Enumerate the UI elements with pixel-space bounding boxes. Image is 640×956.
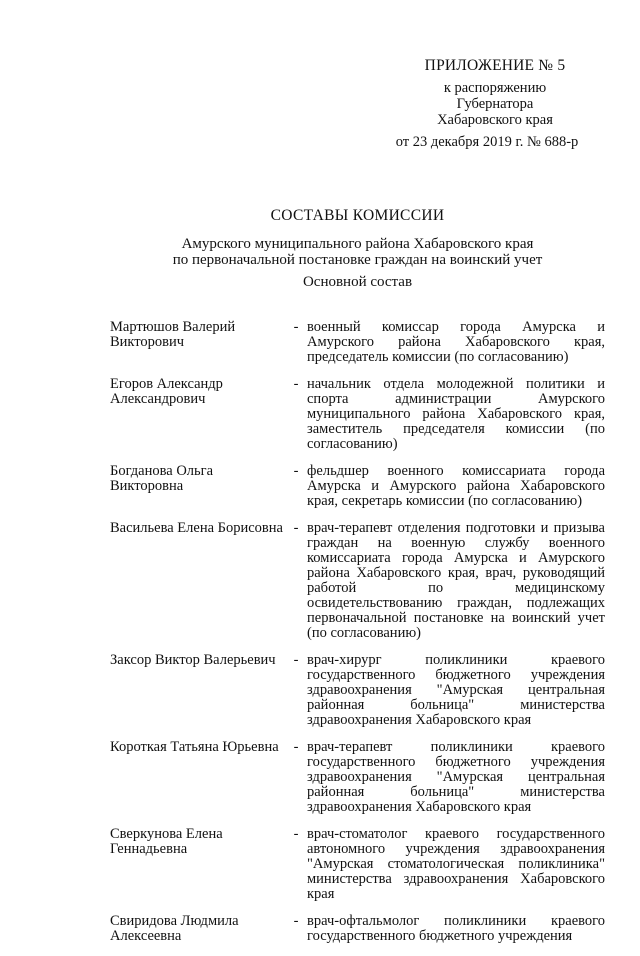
heading-line-2: по первоначальной постановке граждан на воинский учет xyxy=(172,252,543,268)
member-name: Заксор Виктор Валерьевич xyxy=(110,652,276,668)
member-dash: - xyxy=(293,520,299,536)
member-role: начальник отдела молодежной политики и спорта администрации Амурского муниципального района Хабаровского края, заместитель председателя комиссии (по согласованию) xyxy=(307,376,605,452)
appendix-block xyxy=(380,58,610,150)
member-dash: - xyxy=(293,739,299,755)
appendix-line-3: Хабаровского края xyxy=(437,112,553,128)
member-name: Егоров Александр Александрович xyxy=(110,376,223,407)
member-row xyxy=(110,320,605,365)
section-title: Основной состав xyxy=(302,274,413,290)
appendix-title: ПРИЛОЖЕНИЕ № 5 xyxy=(424,57,566,74)
member-role: врач-стоматолог краевого государственного автономного учреждения здравоохранения "Амурская стоматологическая поликлиника" министерства здравоохранения Хабаровского края xyxy=(307,826,605,902)
member-name: Короткая Татьяна Юрьевна xyxy=(110,739,279,755)
member-name: Свиридова Людмила Алексеевна xyxy=(110,913,239,944)
document-heading xyxy=(110,208,605,268)
member-dash: - xyxy=(293,913,299,929)
member-row xyxy=(110,827,605,902)
appendix-line-1: к распоряжению xyxy=(443,80,547,96)
member-row xyxy=(110,914,605,944)
member-name: Сверкунова Елена Геннадьевна xyxy=(110,826,223,857)
member-dash: - xyxy=(293,463,299,479)
member-role: врач-хирург поликлиники краевого государственного бюджетного учреждения здравоохранения "Амурская центральная районная больница" министерства здравоохранения Хабаровского края xyxy=(307,652,605,728)
member-row xyxy=(110,377,605,452)
heading-line-1: Амурского муниципального района Хабаровского края xyxy=(181,236,534,252)
heading-main: СОСТАВЫ КОМИССИИ xyxy=(270,207,445,224)
member-dash: - xyxy=(293,652,299,668)
member-role: военный комиссар города Амурска и Амурского района Хабаровского края, председатель комиссии (по согласованию) xyxy=(307,319,605,365)
member-role: фельдшер военного комиссариата города Амурска и Амурского района Хабаровского края, секретарь комиссии (по согласованию) xyxy=(307,463,605,509)
member-row xyxy=(110,653,605,728)
appendix-line-2: Губернатора xyxy=(456,96,534,112)
member-name: Васильева Елена Борисовна xyxy=(110,520,283,536)
member-dash: - xyxy=(293,376,299,392)
member-row xyxy=(110,740,605,815)
appendix-date: от 23 декабря 2019 г. № 688-р xyxy=(395,134,579,150)
member-dash: - xyxy=(293,319,299,335)
member-role: врач-офтальмолог поликлиники краевого государственного бюджетного учреждения xyxy=(307,913,605,944)
member-role: врач-терапевт отделения подготовки и призыва граждан на военную службу военного комиссариата города Амурска и Амурского района Хабаровского края, врач, руководящий работой по медицинскому освидетельствованию граждан, подлежащих первоначальной постановке на воинский учет (по согласованию) xyxy=(307,520,605,641)
member-row xyxy=(110,521,605,641)
member-name: Богданова Ольга Викторовна xyxy=(110,463,214,494)
member-role: врач-терапевт поликлиники краевого государственного бюджетного учреждения здравоохранения "Амурская центральная районная больница" министерства здравоохранения Хабаровского края xyxy=(307,739,605,815)
member-row xyxy=(110,464,605,509)
member-name: Мартюшов Валерий Викторович xyxy=(110,319,236,350)
member-dash: - xyxy=(293,826,299,842)
members-list xyxy=(110,320,605,956)
